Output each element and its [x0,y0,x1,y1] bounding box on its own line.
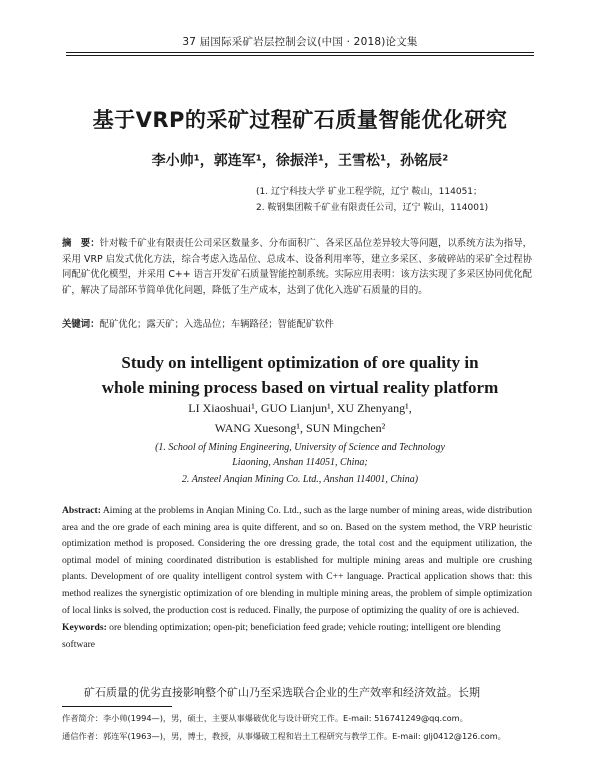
cn-keywords [62,316,532,330]
en-keywords-text: ore blending optimization; open-pit; beneficiation feed grade; vehicle routing; intelligent ore blending software [62,622,501,650]
running-header: 37 届国际采矿岩层控制会议(中国 · 2018)论文集 [182,36,418,48]
header-rule-thin [66,55,534,56]
footnote-author-bio: 作者简介：李小帅(1994—)，男，硕士，主要从事爆破优化与设计研究工作。E-mail: 516741249@qq.com。 [62,713,468,723]
en-authors-line-1: LI Xiaoshuai¹, GUO Lianjun¹, XU Zhenyang¹, [188,401,412,415]
cn-title: 基于VRP的采矿过程矿石质量智能优化研究 [92,108,508,132]
en-title [40,350,560,400]
en-title-line-1: Study on intelligent optimization of ore quality in [121,353,479,372]
cn-abstract-text: 针对鞍千矿业有限责任公司采区数量多、分布面积广、各采区品位差异较大等问题，以系统方法为指导，采用 VRP 启发式优化方法，综合考虑入选品位、总成本、设备利用率等，建立多采区、多破碎站的采矿全过程协同配矿优化模型，并采用 C++ 语言开发矿石质量智能控制系统。实际应用表明：该方法实现了多采区协同优化配矿，解决了局部环节简单优化问题，降低了生产成本，达到了优化入选矿石质量的目的。 [62,238,532,296]
en-authors-line-2: WANG Xuesong¹, SUN Mingchen² [214,421,386,435]
en-affiliation-line-2: Liaoning, Anshan 114051, China; [232,457,368,468]
body-first-line: 矿石质量的优劣直接影响整个矿山乃至采选联合企业的生产效率和经济效益。长期 [84,686,480,699]
cn-abstract [62,236,532,298]
en-affiliation-line-1: (1. School of Mining Engineering, University of Science and Technology [155,442,445,453]
cn-authors: 李小帅¹，郭连军¹，徐振洋¹，王雪松¹，孙铭辰² [151,153,449,169]
en-abstract [62,503,532,619]
header-rule [66,52,534,53]
cn-affiliation-2: 2. 鞍钢集团鞍千矿业有限责任公司，辽宁 鞍山，114001) [256,203,489,213]
en-abstract-label: Abstract: [62,505,101,516]
en-affiliation-line-3: 2. Ansteel Anqian Mining Co. Ltd., Anshan 114001, China) [181,474,419,485]
en-abstract-text: Aiming at the problems in Anqian Mining Co. Ltd., such as the large number of mining areas, wide distribution area and the ore grade of each mining area is quite different, and so on. Based on the system method, the VRP heuristic optimization method is proposed. Considering the ore dressing grade, the total cost and the equipment utilization, the optimal model of mining coordinated distribution is established for multiple mining areas and multiple ore crushing plants. Development of ore quality intelligent control system with C++ language. Practical application shows that: this method realizes the synergistic optimization of ore blending in multiple mining areas, the problem of simple optimization of local links is solved, the production cost is reduced. Finally, the purpose of optimizing the quality of ore is achieved. [62,505,532,616]
cn-affiliation-1: (1. 辽宁科技大学 矿业工程学院，辽宁 鞍山，114051； [256,187,483,197]
cn-keywords-label: 关键词： [62,319,100,330]
cn-keywords-text: 配矿优化；露天矿；入选品位；车辆路径；智能配矿软件 [99,319,334,330]
cn-abstract-label: 摘 要： [62,238,100,249]
footnote-corresponding-author: 通信作者：郭连军(1963—)，男，博士，教授，从事爆破工程和岩土工程研究与教学工作。E-mail: glj0412@126.com。 [62,731,506,741]
en-keywords-label: Keywords: [62,622,107,633]
en-keywords [62,620,532,653]
en-title-line-2: whole mining process based on virtual reality platform [101,378,499,397]
footnote-rule [62,706,172,707]
